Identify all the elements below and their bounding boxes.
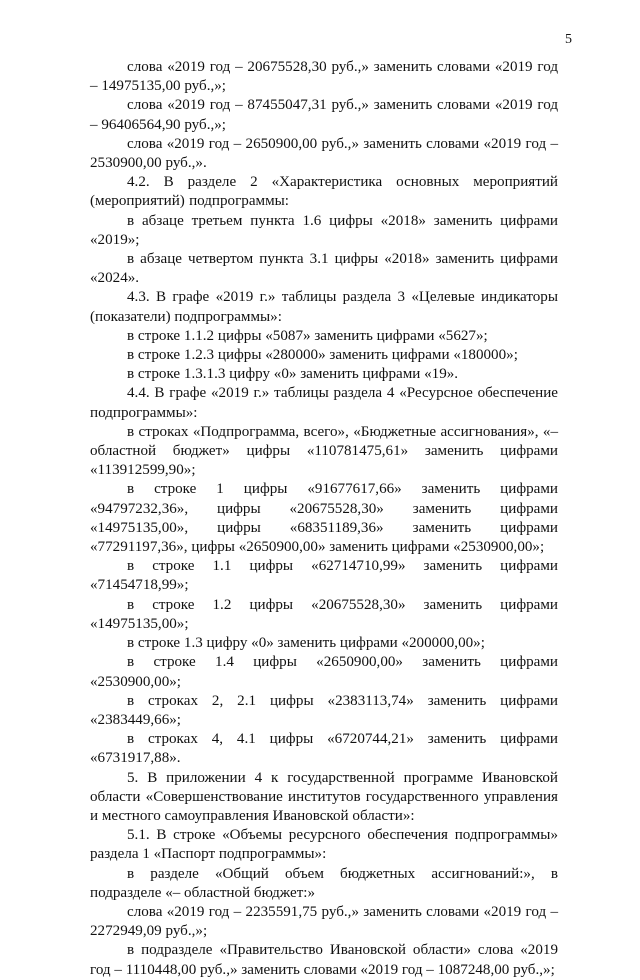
paragraph-4-4: 4.4. В графе «2019 г.» таблицы раздела 4 «Ресурсное обеспечение подпрограммы»: — [90, 385, 558, 421]
paragraph-6: в абзаце четвертом пункта 3.1 цифры «2018» заменить цифрами «2024». — [90, 251, 558, 287]
paragraph-1: слова «2019 год – 20675528,30 руб.,» заменить словами «2019 год – 14975135,00 руб.,»; — [90, 59, 558, 95]
document-body — [90, 58, 558, 980]
paragraph-17: в строке 1.4 цифры «2650900,00» заменить цифрами «2530900,00»; — [90, 654, 558, 690]
paragraph-4-2: 4.2. В разделе 2 «Характеристика основных мероприятий (мероприятий) подпрограммы: — [90, 174, 558, 210]
paragraph-2: слова «2019 год – 87455047,31 руб.,» заменить словами «2019 год – 96406564,90 руб.,»; — [90, 97, 558, 133]
paragraph-3: слова «2019 год – 2650900,00 руб.,» заменить словами «2019 год – 2530900,00 руб.,». — [90, 135, 558, 172]
paragraph-16: в строке 1.3 цифру «0» заменить цифрами «200000,00»; — [127, 635, 485, 652]
paragraph-23: слова «2019 год – 2235591,75 руб.,» заменить словами «2019 год – 2272949,09 руб.,»; — [90, 903, 558, 940]
paragraph-13: в строке 1 цифры «91677617,66» заменить цифрами «94797232,36», цифры «20675528,30» заменить цифрами «14975135,00», цифры «68351189,36» заменить цифрами «77291197,36», цифры «2650900,00» заменить цифрами «2530900,00»; — [90, 481, 558, 556]
paragraph-14: в строке 1.1 цифры «62714710,99» заменить цифрами «71454718,99»; — [90, 558, 558, 594]
paragraph-5: в абзаце третьем пункта 1.6 цифры «2018» заменить цифрами «2019»; — [90, 212, 558, 248]
paragraph-19: в строках 4, 4.1 цифры «6720744,21» заменить цифрами «6731917,88». — [90, 731, 558, 767]
paragraph-9: в строке 1.2.3 цифры «280000» заменить цифрами «180000»; — [127, 347, 518, 364]
paragraph-10: в строке 1.3.1.3 цифру «0» заменить цифрами «19». — [127, 366, 459, 383]
paragraph-5-main: 5. В приложении 4 к государственной программе Ивановской области «Совершенствование институтов государственного управления и местного самоуправления Ивановской области»: — [90, 769, 558, 824]
page-number: 5 — [565, 32, 572, 47]
paragraph-22: в разделе «Общий объем бюджетных ассигнований:», в подразделе «– областной бюджет:» — [90, 865, 558, 901]
paragraph-5-1: 5.1. В строке «Объемы ресурсного обеспечения подпрограммы» раздела 1 «Паспорт подпрограммы»: — [90, 827, 558, 863]
paragraph-4-3: 4.3. В графе «2019 г.» таблицы раздела 3 «Целевые индикаторы (показатели) подпрограммы»: — [90, 289, 558, 325]
paragraph-24: в подразделе «Правительство Ивановской области» слова «2019 год – 1110448,00 руб.,» заменить словами «2019 год – 1087248,00 руб.,»; — [90, 942, 558, 978]
paragraph-8: в строке 1.1.2 цифры «5087» заменить цифрами «5627»; — [127, 327, 488, 344]
paragraph-12: в строках «Подпрограмма, всего», «Бюджетные ассигнования», «– областной бюджет» цифры «110781475,61» заменить цифрами «113912599,90»; — [90, 423, 558, 479]
paragraph-18: в строках 2, 2.1 цифры «2383113,74» заменить цифрами «2383449,66»; — [90, 692, 558, 728]
paragraph-15: в строке 1.2 цифры «20675528,30» заменить цифрами «14975135,00»; — [90, 596, 558, 632]
